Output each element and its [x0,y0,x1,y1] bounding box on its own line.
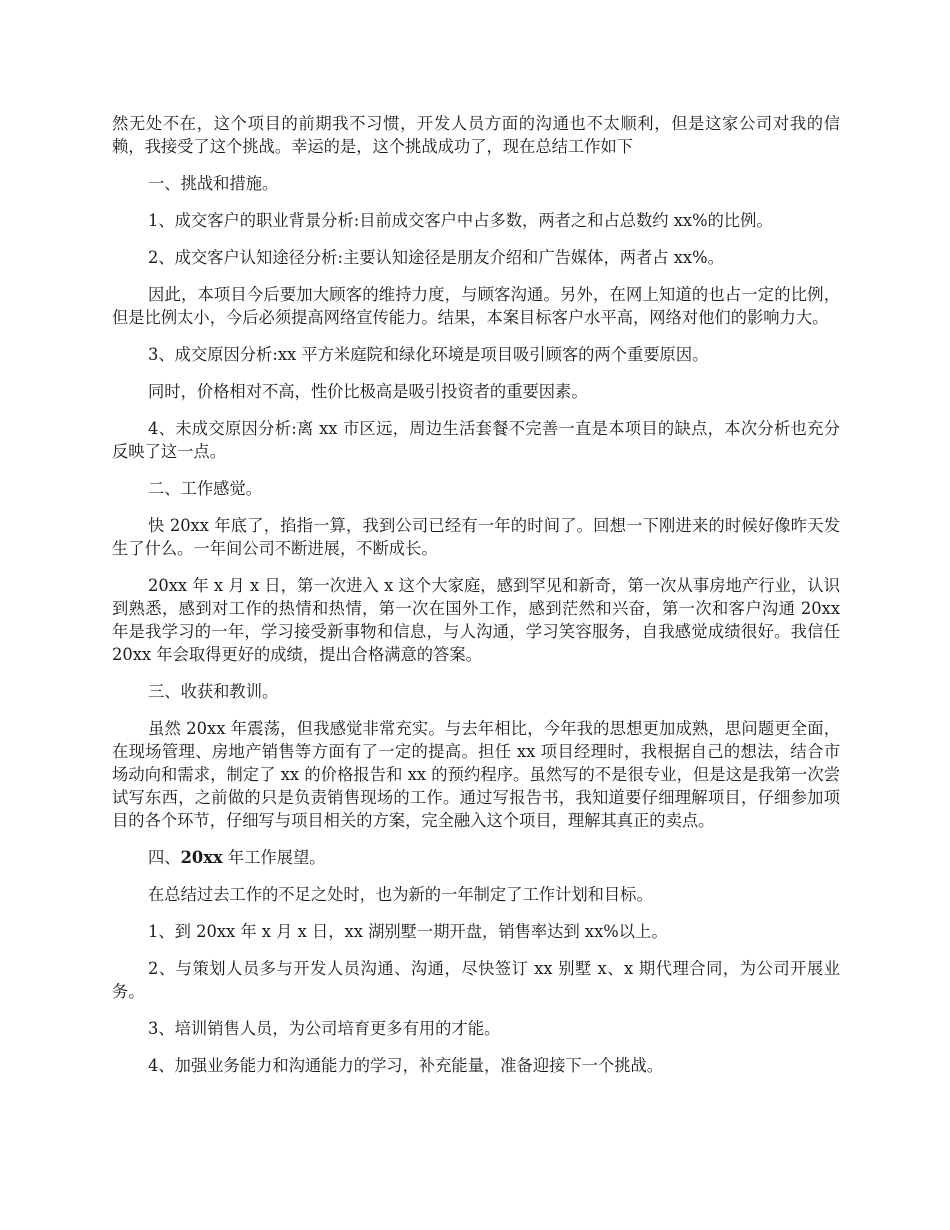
paragraph: 同时，价格相对不高，性价比极高是吸引投资者的重要因素。 [148,382,588,401]
heading-suffix: 年工作展望。 [222,848,326,867]
paragraph: 4、加强业务能力和沟通能力的学习，补充能量，准备迎接下一个挑战。 [148,1056,664,1075]
section-heading: 三、收获和教训。 [148,682,279,701]
paragraph: 虽然 20xx 年震荡，但我感觉非常充实。与去年相比，今年我的思想更加成熟，思问题更全面，在现场管理、房地产销售等方面有了一定的提高。担任 xx 项目经理时，我根据自己的想法，结合市场动向和需求，制定了 xx 的价格报告和 xx 的预约程序。虽然写的不是很专业，但是这是我第一次尝试写东西，之前做的只是负责销售现场的工作。通过写报告书，我知道要仔细理解项目，仔细参加项目的各个环节，仔细写与项目相关的方案，完全融入这个项目，理解其真正的卖点。 [112,719,840,830]
paragraph: 4、未成交原因分析:离 xx 市区远，周边生活套餐不完善一直是本项目的缺点，本次分析也充分反映了这一点。 [112,419,840,461]
paragraph: 3、成交原因分析:xx 平方米庭院和绿化环境是项目吸引顾客的两个重要原因。 [148,345,709,364]
heading-year: 20xx [180,848,223,867]
paragraph: 1、到 20xx 年 x 月 x 日，xx 湖别墅一期开盘，销售率达到 xx%以上。 [148,922,668,941]
section-heading: 二、工作感觉。 [148,479,262,498]
paragraph: 然无处不在，这个项目的前期我不习惯，开发人员方面的沟通也不太顺利，但是这家公司对我的信赖，我接受了这个挑战。幸运的是，这个挑战成功了，现在总结工作如下 [112,114,840,156]
paragraph: 1、成交客户的职业背景分析:目前成交客户中占多数，两者之和占总数约 xx%的比例。 [148,211,773,230]
paragraph: 3、培训销售人员，为公司培育更多有用的才能。 [148,1019,501,1038]
heading-prefix: 四、 [148,848,181,867]
section-heading [112,846,840,869]
section-heading: 一、挑战和措施。 [148,174,279,193]
paragraph: 20xx 年 x 月 x 日，第一次进入 x 这个大家庭，感到罕见和新奇，第一次从事房地产行业，认识到熟悉，感到对工作的热情和热情，第一次在国外工作，感到茫然和兴奋，第一次和客户沟通 20xx 年是我学习的一年，学习接受新事物和信息，与人沟通，学习笑容服务，自我感觉成绩很好。我信任 20xx 年会取得更好的成绩，提出合格满意的答案。 [112,576,840,664]
paragraph: 在总结过去工作的不足之处时，也为新的一年制定了工作计划和目标。 [148,885,653,904]
paragraph: 2、与策划人员多与开发人员沟通、沟通，尽快签订 xx 别墅 x、x 期代理合同，为公司开展业务。 [112,959,840,1001]
paragraph: 快 20xx 年底了，掐指一算，我到公司已经有一年的时间了。回想一下刚进来的时候好像昨天发生了什么。一年间公司不断进展，不断成长。 [112,516,840,558]
document-body [112,112,840,1091]
paragraph: 2、成交客户认知途径分析:主要认知途径是朋友介绍和广告媒体，两者占 xx%。 [148,248,724,267]
paragraph: 因此，本项目今后要加大顾客的维持力度，与顾客沟通。另外，在网上知道的也占一定的比例，但是比例太小，今后必须提高网络宣传能力。结果，本案目标客户水平高，网络对他们的影响力大。 [112,285,840,327]
